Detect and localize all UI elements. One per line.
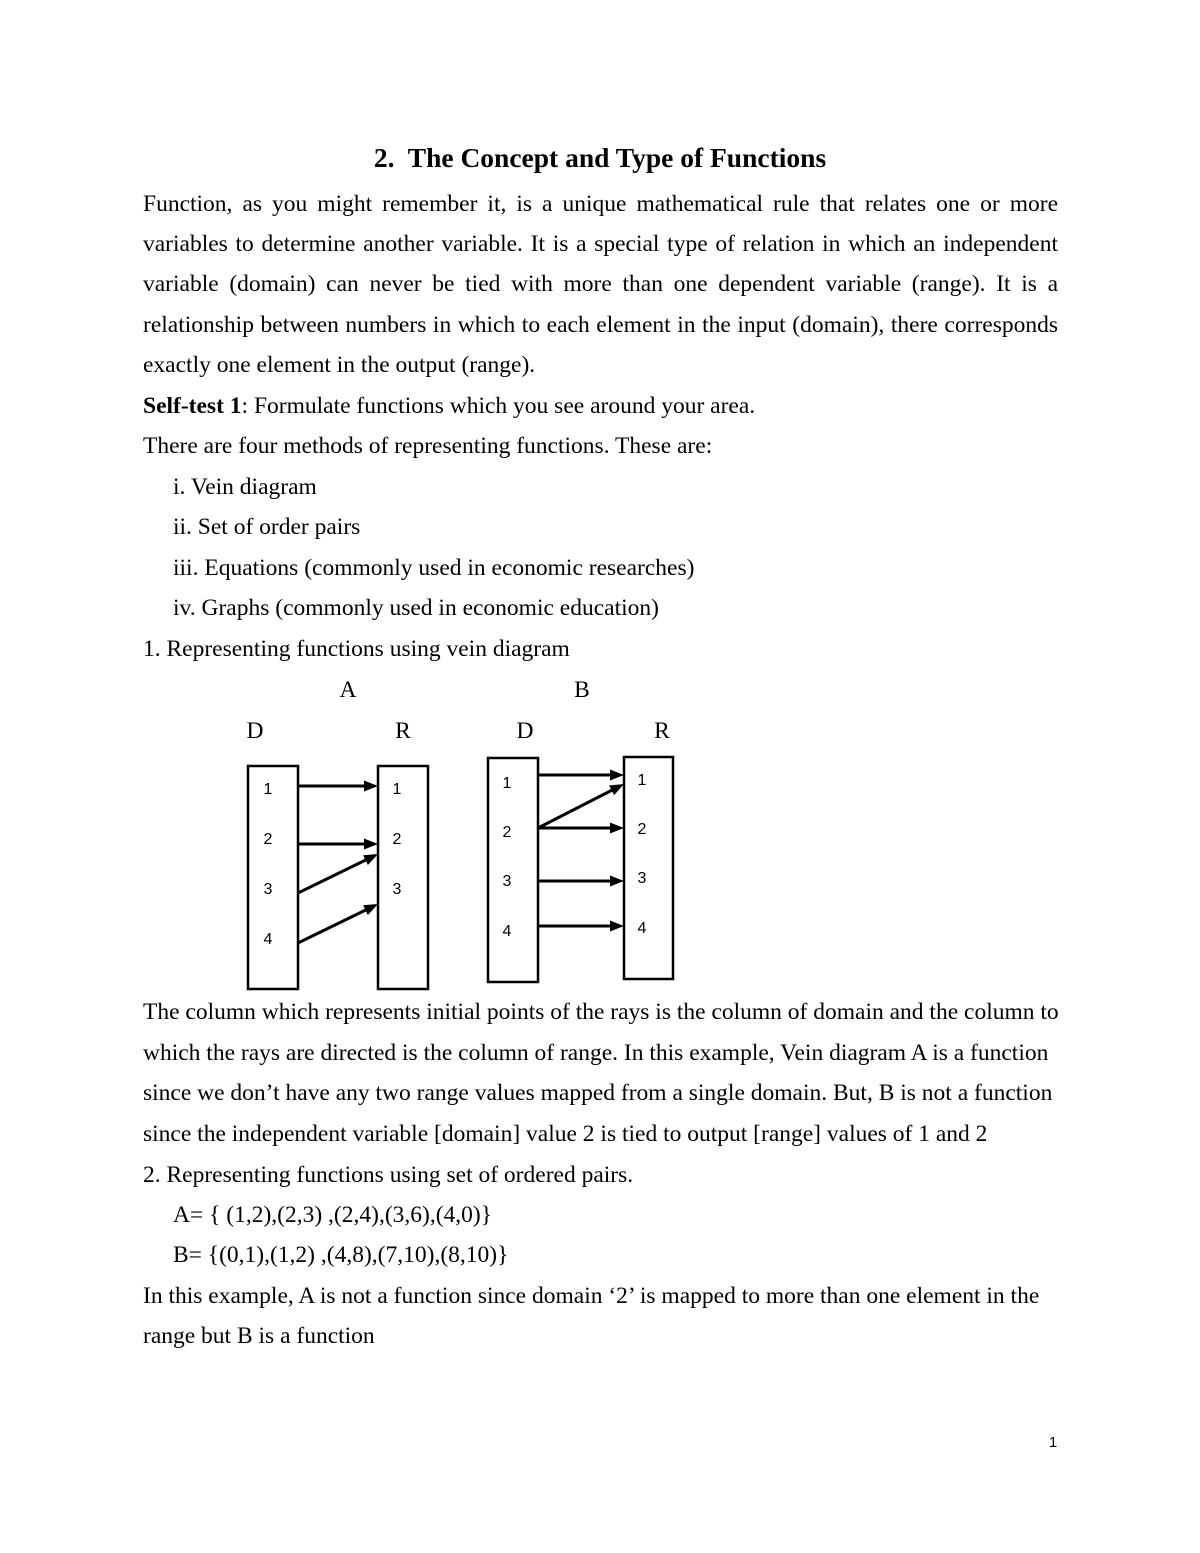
arrow-a-4-to-3 (298, 907, 373, 943)
explanation-line-3: since we don’t have any two range values mapped from a single domain. But, B is not a function (143, 1080, 1053, 1106)
section-2-heading: 2. Representing functions using set of ordered pairs. (143, 1162, 634, 1188)
intro-line-2: variables to determine another variable. It is a special type of relation in which an independent (143, 231, 1058, 257)
conclusion-line-1: In this example, A is not a function since domain ‘2’ is mapped to more than one element in the (143, 1283, 1040, 1309)
diagram-a-domain-value: 4 (263, 931, 273, 948)
ordered-pairs-a: A= { (1,2),(2,3) ,(2,4),(3,6),(4,0)} (173, 1202, 493, 1228)
diagram-a-range-value: 1 (392, 781, 402, 798)
diagram-b-range-box (624, 757, 673, 979)
method-item-1: i. Vein diagram (173, 474, 317, 500)
diagram-b-domain-value: 1 (502, 775, 512, 792)
intro-line-5: exactly one element in the output (range). (143, 352, 536, 378)
intro-line-4: relationship between numbers in which to each element in the input (domain), there corresponds (143, 312, 1058, 338)
method-item-2: ii. Set of order pairs (173, 514, 361, 540)
diagram-b-domain-box (488, 758, 538, 982)
mapping-arrows (298, 775, 619, 943)
diagram-b-range-value: 2 (637, 821, 647, 838)
diagram-b-domain-value: 4 (502, 923, 512, 940)
diagram-b-range-value: 3 (637, 870, 647, 887)
diagram-a-range-label: R (395, 718, 411, 744)
diagram-b-range-value: 1 (637, 772, 647, 789)
diagram-b-range-label: R (654, 718, 670, 744)
methods-intro: There are four methods of representing functions. These are: (143, 433, 713, 459)
diagram-a-domain-value: 2 (263, 831, 273, 848)
ordered-pairs-b: B= {(0,1),(1,2) ,(4,8),(7,10),(8,10)} (173, 1242, 509, 1268)
diagram-a-range-value: 2 (392, 831, 402, 848)
section-1-heading: 1. Representing functions using vein diagram (143, 636, 570, 662)
diagram-a (248, 766, 428, 989)
diagram-b-domain-value: 3 (502, 873, 512, 890)
diagram-b-domain-label: D (516, 718, 534, 744)
diagram-b (488, 757, 673, 982)
method-item-4: iv. Graphs (commonly used in economic education) (173, 595, 659, 621)
self-test-text: : Formulate functions which you see around your area. (241, 393, 756, 419)
page-title: 2. The Concept and Type of Functions (373, 142, 827, 173)
arrow-b-2-to-1 (538, 787, 619, 828)
diagram-b-label: B (574, 677, 590, 703)
diagram-a-domain-box (248, 766, 298, 989)
intro-line-1: Function, as you might remember it, is a unique mathematical rule that relates one or more (143, 191, 1058, 217)
diagram-a-range-value: 3 (392, 881, 402, 898)
self-test-label: Self-test 1 (143, 393, 242, 419)
diagram-a-label: A (339, 677, 357, 703)
diagram-a-range-box (378, 766, 428, 989)
self-test (143, 386, 755, 426)
explanation-line-1: The column which represents initial points of the rays is the column of domain and the column to (143, 999, 1059, 1025)
diagram-b-domain-value: 2 (502, 824, 512, 841)
diagram-b-range-value: 4 (637, 920, 647, 937)
vein-diagrams (200, 740, 720, 1010)
diagram-a-domain-value: 3 (263, 881, 273, 898)
diagram-a-domain-value: 1 (263, 781, 273, 798)
page-number: 1 (1048, 1434, 1058, 1451)
arrow-a-3-to-2 (298, 857, 373, 893)
explanation-line-2: which the rays are directed is the column of range. In this example, Vein diagram A is a function (143, 1040, 1049, 1066)
explanation-line-4: since the independent variable [domain] value 2 is tied to output [range] values of 1 and 2 (143, 1121, 988, 1147)
diagram-a-domain-label: D (246, 718, 264, 744)
intro-line-3: variable (domain) can never be tied with more than one dependent variable (range). It is a (143, 271, 1058, 297)
method-item-3: iii. Equations (commonly used in economic researches) (173, 555, 695, 581)
conclusion-line-2: range but B is a function (143, 1323, 375, 1349)
